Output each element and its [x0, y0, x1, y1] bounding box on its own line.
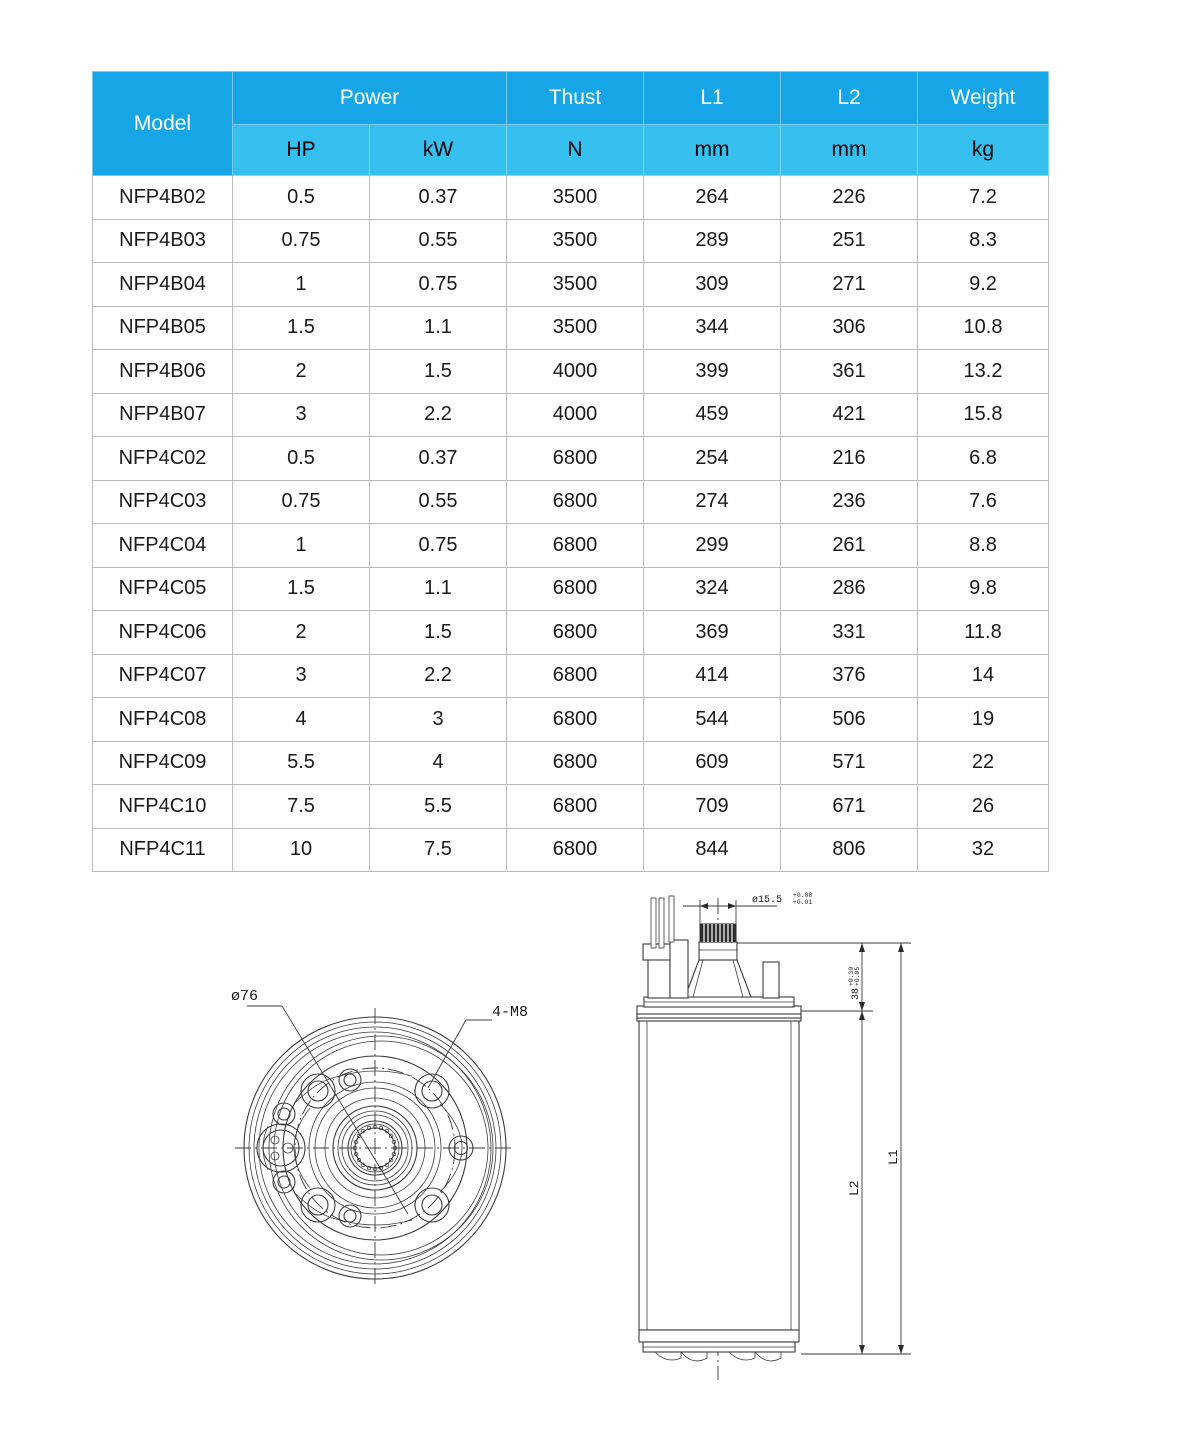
unit-header-l1-mm: mm — [644, 125, 781, 176]
cell-model: NFP4C06 — [93, 611, 233, 655]
l2-dimension — [801, 1011, 873, 1354]
cell-kw: 0.55 — [370, 480, 507, 524]
cell-thrust: 6800 — [507, 785, 644, 829]
cell-weight: 11.8 — [918, 611, 1049, 655]
table-row — [93, 219, 1049, 263]
cell-model: NFP4C05 — [93, 567, 233, 611]
cell-l1: 369 — [644, 611, 781, 655]
cell-kw: 2.2 — [370, 654, 507, 698]
cell-model: NFP4C03 — [93, 480, 233, 524]
cell-weight: 32 — [918, 828, 1049, 872]
front-view-drawing — [190, 980, 570, 1310]
diameter-76-leader — [247, 1006, 408, 1214]
cell-l1: 844 — [644, 828, 781, 872]
cell-weight: 13.2 — [918, 350, 1049, 394]
cell-l1: 264 — [644, 176, 781, 220]
cell-weight: 9.8 — [918, 567, 1049, 611]
column-header-weight: Weight — [918, 72, 1049, 125]
unit-header-l2-mm: mm — [781, 125, 918, 176]
cell-weight: 22 — [918, 741, 1049, 785]
cell-l2: 286 — [781, 567, 918, 611]
table-row — [93, 437, 1049, 481]
motor-spec-table — [92, 71, 1049, 872]
bolt-boss-top-right — [415, 1074, 449, 1108]
shaft-height-label: 38 — [851, 987, 862, 1000]
table-row — [93, 654, 1049, 698]
cell-model: NFP4C02 — [93, 437, 233, 481]
cell-thrust: 6800 — [507, 741, 644, 785]
unit-header-kw: kW — [370, 125, 507, 176]
cell-kw: 1.1 — [370, 306, 507, 350]
cell-l2: 251 — [781, 219, 918, 263]
table-header — [93, 72, 1049, 176]
unit-header-kg: kg — [918, 125, 1049, 176]
cell-hp: 1.5 — [233, 567, 370, 611]
diameter-76-label: ø76 — [231, 988, 259, 1005]
cell-l2: 671 — [781, 785, 918, 829]
cell-l1: 414 — [644, 654, 781, 698]
column-header-thrust: Thust — [507, 72, 644, 125]
table-row — [93, 698, 1049, 742]
cell-model: NFP4C07 — [93, 654, 233, 698]
cell-l2: 506 — [781, 698, 918, 742]
unit-header-hp: HP — [233, 125, 370, 176]
cell-weight: 7.2 — [918, 176, 1049, 220]
table-row — [93, 263, 1049, 307]
spec-table-container — [92, 71, 1048, 872]
shaft-height-label-group — [848, 967, 862, 1000]
table-row — [93, 306, 1049, 350]
technical-drawings-section — [0, 880, 1200, 1420]
cell-weight: 8.8 — [918, 524, 1049, 568]
cell-weight: 10.8 — [918, 306, 1049, 350]
shaft-tol-lower-label: +0.01 — [793, 899, 813, 906]
cell-model: NFP4B05 — [93, 306, 233, 350]
cell-weight: 15.8 — [918, 393, 1049, 437]
cell-hp: 1 — [233, 524, 370, 568]
cell-weight: 9.2 — [918, 263, 1049, 307]
cell-weight: 26 — [918, 785, 1049, 829]
cell-model: NFP4C08 — [93, 698, 233, 742]
table-row — [93, 524, 1049, 568]
cell-hp: 1 — [233, 263, 370, 307]
cell-thrust: 3500 — [507, 306, 644, 350]
bottom-end-cap — [639, 1330, 799, 1342]
cell-kw: 1.5 — [370, 350, 507, 394]
motor-body-cylinder — [639, 1020, 799, 1330]
l1-dimension — [873, 943, 911, 1354]
cell-l1: 309 — [644, 263, 781, 307]
cell-hp: 2 — [233, 611, 370, 655]
cell-l1: 299 — [644, 524, 781, 568]
cell-model: NFP4C11 — [93, 828, 233, 872]
shaft-diameter-label: ø15.5 — [752, 895, 783, 906]
cell-model: NFP4B06 — [93, 350, 233, 394]
cell-l2: 361 — [781, 350, 918, 394]
cell-l2: 216 — [781, 437, 918, 481]
cell-thrust: 6800 — [507, 567, 644, 611]
cell-thrust: 6800 — [507, 654, 644, 698]
terminal-lead-assembly — [643, 896, 688, 998]
cell-thrust: 3500 — [507, 176, 644, 220]
table-header-row-primary — [93, 72, 1049, 125]
cell-l1: 344 — [644, 306, 781, 350]
cell-thrust: 3500 — [507, 219, 644, 263]
lead-wire-3 — [669, 896, 674, 942]
cell-thrust: 6800 — [507, 480, 644, 524]
cell-kw: 1.5 — [370, 611, 507, 655]
table-row — [93, 611, 1049, 655]
cell-kw: 5.5 — [370, 785, 507, 829]
cell-l2: 271 — [781, 263, 918, 307]
cell-weight: 8.3 — [918, 219, 1049, 263]
splined-shaft-head — [700, 924, 736, 942]
cell-model: NFP4C09 — [93, 741, 233, 785]
cell-model: NFP4B04 — [93, 263, 233, 307]
column-header-model: Model — [93, 72, 233, 176]
cell-l2: 226 — [781, 176, 918, 220]
cell-thrust: 4000 — [507, 350, 644, 394]
cell-weight: 6.8 — [918, 437, 1049, 481]
cell-l2: 261 — [781, 524, 918, 568]
cell-thrust: 6800 — [507, 524, 644, 568]
cell-kw: 0.37 — [370, 176, 507, 220]
cell-thrust: 3500 — [507, 263, 644, 307]
cell-l1: 609 — [644, 741, 781, 785]
unit-header-n: N — [507, 125, 644, 176]
cell-hp: 10 — [233, 828, 370, 872]
cell-l1: 289 — [644, 219, 781, 263]
cell-l2: 306 — [781, 306, 918, 350]
cell-hp: 0.5 — [233, 176, 370, 220]
column-header-l1: L1 — [644, 72, 781, 125]
shaft-height-tol-upper-label: +0.30 — [848, 966, 855, 986]
bolt-callout-label: 4-M8 — [492, 1004, 529, 1021]
cell-model: NFP4C10 — [93, 785, 233, 829]
cell-hp: 7.5 — [233, 785, 370, 829]
cell-l2: 571 — [781, 741, 918, 785]
cell-hp: 5.5 — [233, 741, 370, 785]
l2-label: L2 — [847, 1180, 862, 1196]
cell-l1: 324 — [644, 567, 781, 611]
flange-post-right — [763, 962, 779, 998]
cell-hp: 3 — [233, 393, 370, 437]
cell-l2: 331 — [781, 611, 918, 655]
cell-l1: 254 — [644, 437, 781, 481]
table-row — [93, 785, 1049, 829]
table-header-row-units — [93, 125, 1049, 176]
cell-l2: 236 — [781, 480, 918, 524]
cell-weight: 14 — [918, 654, 1049, 698]
table-row — [93, 741, 1049, 785]
flange-lip — [637, 1014, 801, 1018]
cell-thrust: 6800 — [507, 698, 644, 742]
cell-model: NFP4C04 — [93, 524, 233, 568]
cell-hp: 0.75 — [233, 480, 370, 524]
cell-l1: 399 — [644, 350, 781, 394]
cell-l1: 459 — [644, 393, 781, 437]
cell-model: NFP4B03 — [93, 219, 233, 263]
cell-weight: 7.6 — [918, 480, 1049, 524]
column-header-power: Power — [233, 72, 507, 125]
cell-kw: 3 — [370, 698, 507, 742]
table-body — [93, 176, 1049, 872]
l1-label-group — [886, 1149, 901, 1165]
cell-kw: 1.1 — [370, 567, 507, 611]
side-view-drawing — [615, 880, 935, 1400]
cell-l2: 376 — [781, 654, 918, 698]
cell-thrust: 6800 — [507, 828, 644, 872]
cell-hp: 4 — [233, 698, 370, 742]
terminal-block-right — [670, 940, 688, 998]
cell-kw: 7.5 — [370, 828, 507, 872]
table-row — [93, 176, 1049, 220]
cell-hp: 0.75 — [233, 219, 370, 263]
cell-l2: 806 — [781, 828, 918, 872]
cell-thrust: 6800 — [507, 611, 644, 655]
cell-kw: 4 — [370, 741, 507, 785]
cell-hp: 2 — [233, 350, 370, 394]
lead-wire-2 — [659, 898, 664, 948]
bolt-callout-leader — [428, 1020, 492, 1088]
shaft-collar — [699, 942, 737, 960]
cell-kw: 2.2 — [370, 393, 507, 437]
cell-l1: 274 — [644, 480, 781, 524]
cell-kw: 0.55 — [370, 219, 507, 263]
lead-wire-1 — [651, 898, 656, 948]
cell-kw: 0.37 — [370, 437, 507, 481]
shaft-height-tol-lower-label: +0.05 — [854, 966, 861, 986]
l1-label: L1 — [886, 1149, 901, 1165]
table-row — [93, 480, 1049, 524]
cell-l1: 709 — [644, 785, 781, 829]
cell-model: NFP4B07 — [93, 393, 233, 437]
table-row — [93, 828, 1049, 872]
cell-kw: 0.75 — [370, 524, 507, 568]
cell-l1: 544 — [644, 698, 781, 742]
column-header-l2: L2 — [781, 72, 918, 125]
bolt-boss-bottom-right — [415, 1188, 449, 1222]
l2-label-group — [847, 1180, 862, 1196]
cell-kw: 0.75 — [370, 263, 507, 307]
table-row — [93, 350, 1049, 394]
cell-thrust: 4000 — [507, 393, 644, 437]
cell-hp: 3 — [233, 654, 370, 698]
table-row — [93, 393, 1049, 437]
cell-l2: 421 — [781, 393, 918, 437]
shaft-tol-upper-label: +0.08 — [793, 892, 813, 899]
cell-thrust: 6800 — [507, 437, 644, 481]
table-row — [93, 567, 1049, 611]
cell-weight: 19 — [918, 698, 1049, 742]
cell-hp: 0.5 — [233, 437, 370, 481]
cell-model: NFP4B02 — [93, 176, 233, 220]
cell-hp: 1.5 — [233, 306, 370, 350]
